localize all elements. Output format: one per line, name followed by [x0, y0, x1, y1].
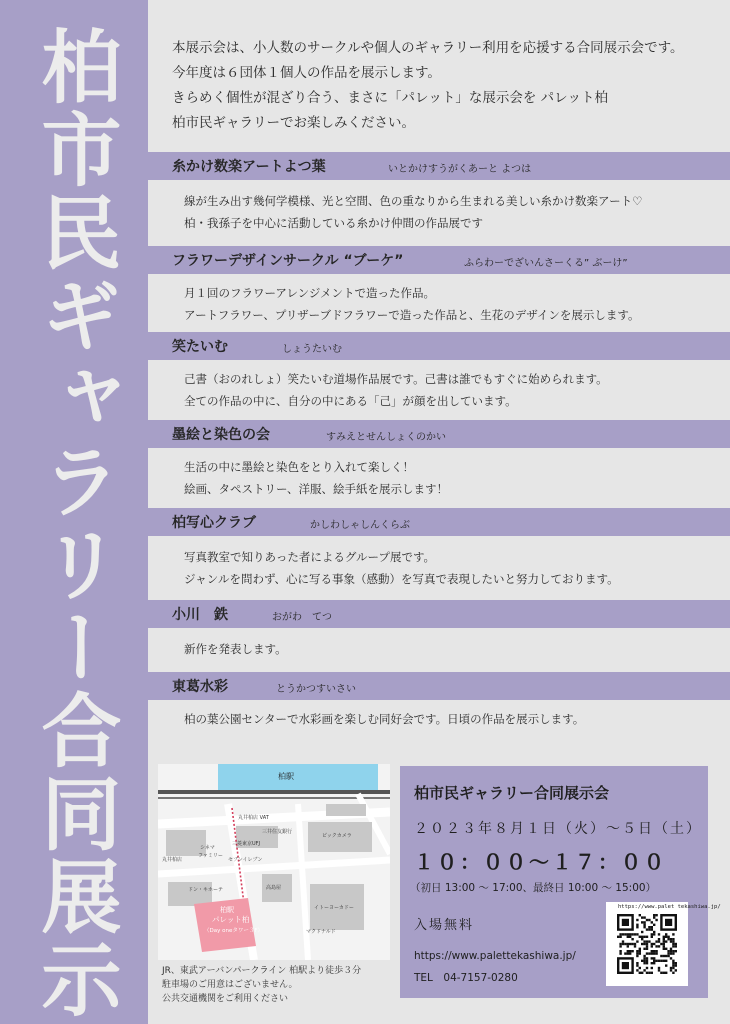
intro-line: 柏市民ギャラリーでお楽しみください。 [172, 115, 415, 131]
group-header [148, 672, 730, 700]
description-line: 全ての作品の中に、自分の中にある「己」が顔を出しています。 [184, 394, 517, 408]
intro-line: 今年度は６団体１個人の作品を展示します。 [172, 65, 441, 81]
group-description [148, 274, 730, 332]
group-kana: すみえとせんしょくのかい [326, 432, 446, 443]
intro-line: 本展示会は、小人数のサークルや個人のギャラリー利用を応援する合同展示会です。 [172, 40, 684, 56]
description-line: 柏の葉公園センターで水彩画を楽しむ同好会です。日頃の作品を展示します。 [184, 712, 585, 726]
group-kana: とうかつすいさい [276, 684, 356, 695]
group-header [148, 332, 730, 360]
event-time: １０：００〜１７：００ [414, 850, 667, 874]
station-area [218, 764, 378, 790]
description-line: ジャンルを問わず、心に写る事象（感動）を写真で表現したいと努力しております。 [184, 572, 619, 586]
group-name: 墨絵と染色の会 [172, 427, 270, 443]
group-name: 小川 鉄 [172, 607, 228, 623]
map-label: 三井住友銀行 [262, 829, 293, 835]
map-label: シネマ [200, 845, 215, 851]
map-label: ドン・キホーテ [188, 887, 224, 893]
group-header [148, 152, 730, 180]
access-note: 公共交通機関をご利用ください [162, 994, 289, 1004]
event-date: ２０２３年８月１日（火）〜５日（土） [414, 821, 702, 837]
group-description [148, 180, 730, 246]
map-venue-sub: （Day oneタワー３F） [204, 928, 264, 934]
group-description [148, 360, 730, 420]
map-venue-label: パレット柏 [212, 915, 250, 924]
group-name: フラワーデザインサークル “ブーケ” [172, 253, 404, 269]
description-line: 新作を発表します。 [184, 642, 287, 656]
website-link[interactable]: https://www.palettekashiwa.jp/ [414, 950, 576, 962]
event-time-note: （初日 13:00 〜 17:00、最終日 10:00 〜 15:00） [410, 882, 657, 894]
description-line: 柏・我孫子を中心に活動している糸かけ仲間の作品展です [184, 216, 483, 230]
group-description [148, 628, 730, 672]
left-band [0, 0, 148, 1024]
map-label: 三菱東京UFJ [232, 841, 261, 847]
admission-label: 入場無料 [414, 918, 475, 933]
qr-caption: https://www.palet tekashiwa.jp/ [618, 904, 721, 910]
intro-line: きらめく個性が混ざり合う、まさに「パレット」な展示会を パレット柏 [172, 90, 609, 106]
map-label: セブンイレブン [228, 857, 263, 863]
group-kana: しょうたいむ [282, 344, 342, 355]
access-note: JR、東武アーバンパークライン 柏駅より徒歩３分 [162, 966, 362, 976]
map-drawing [158, 764, 390, 960]
group-description [148, 536, 730, 600]
map-station-label: 柏駅 [278, 772, 294, 781]
group-name: 笑たいむ [172, 339, 228, 355]
description-line: 月１回のフラワーアレンジメントで造った作品。 [184, 286, 436, 300]
map-label: ビックカメラ [322, 833, 352, 839]
group-header [148, 420, 730, 448]
group-name: 柏写心クラブ [172, 515, 256, 531]
group-kana: おがわ てつ [272, 612, 332, 623]
description-line: アートフラワー、プリザーブドフラワーで造った作品と、生花のデザインを展示します。 [184, 308, 640, 322]
group-header [148, 508, 730, 536]
group-name: 東葛水彩 [172, 679, 228, 695]
group-description [148, 700, 730, 740]
qr-code[interactable] [606, 902, 721, 986]
intro-section [148, 0, 730, 152]
map-label: 高島屋 [266, 885, 282, 891]
group-description [148, 448, 730, 508]
map-label: 丸井柏店 VAT [238, 815, 269, 821]
event-info-box [400, 766, 721, 998]
vertical-title: 柏市民ギャラリー合同展示 [28, 25, 121, 1021]
group-kana: いとかけすうがくあーと よつは [388, 164, 532, 175]
description-line: 絵画、タペストリー、洋服、絵手紙を展示します！ [184, 482, 449, 496]
event-title: 柏市民ギャラリー合同展示会 [414, 784, 610, 802]
map-label: ファミリー [198, 853, 223, 859]
description-line: 生活の中に墨絵と染色をとり入れて楽しく！ [184, 460, 414, 474]
group-kana: ふらわーでざいんさーくる” ぶーけ” [464, 258, 628, 269]
access-map [158, 764, 390, 960]
map-label: 丸井柏店 [162, 857, 183, 863]
description-line: 線が生み出す幾何学模様、光と空間、色の重なりから生まれる美しい糸かけ数楽アート♡ [184, 194, 643, 208]
map-label: マクドナルド [306, 929, 336, 935]
group-header [148, 600, 730, 628]
access-notes [162, 964, 361, 1006]
description-line: 写真教室で知りあった者によるグループ展です。 [184, 550, 436, 564]
map-label: イトーヨーカドー [314, 905, 354, 911]
group-name: 糸かけ数楽アートよつ葉 [172, 159, 326, 175]
map-label-station: 柏駅 [220, 906, 234, 914]
group-header [148, 246, 730, 274]
qr-pattern [617, 914, 677, 974]
phone-number: TEL 04-7157-0280 [414, 972, 518, 984]
group-kana: かしわしゃしんくらぶ [310, 520, 410, 531]
description-line: 己書（おのれしょ）笑たいむ道場作品展です。己書は誰でもすぐに始められます。 [184, 372, 608, 386]
access-note: 駐車場のご用意はございません。 [162, 980, 298, 990]
